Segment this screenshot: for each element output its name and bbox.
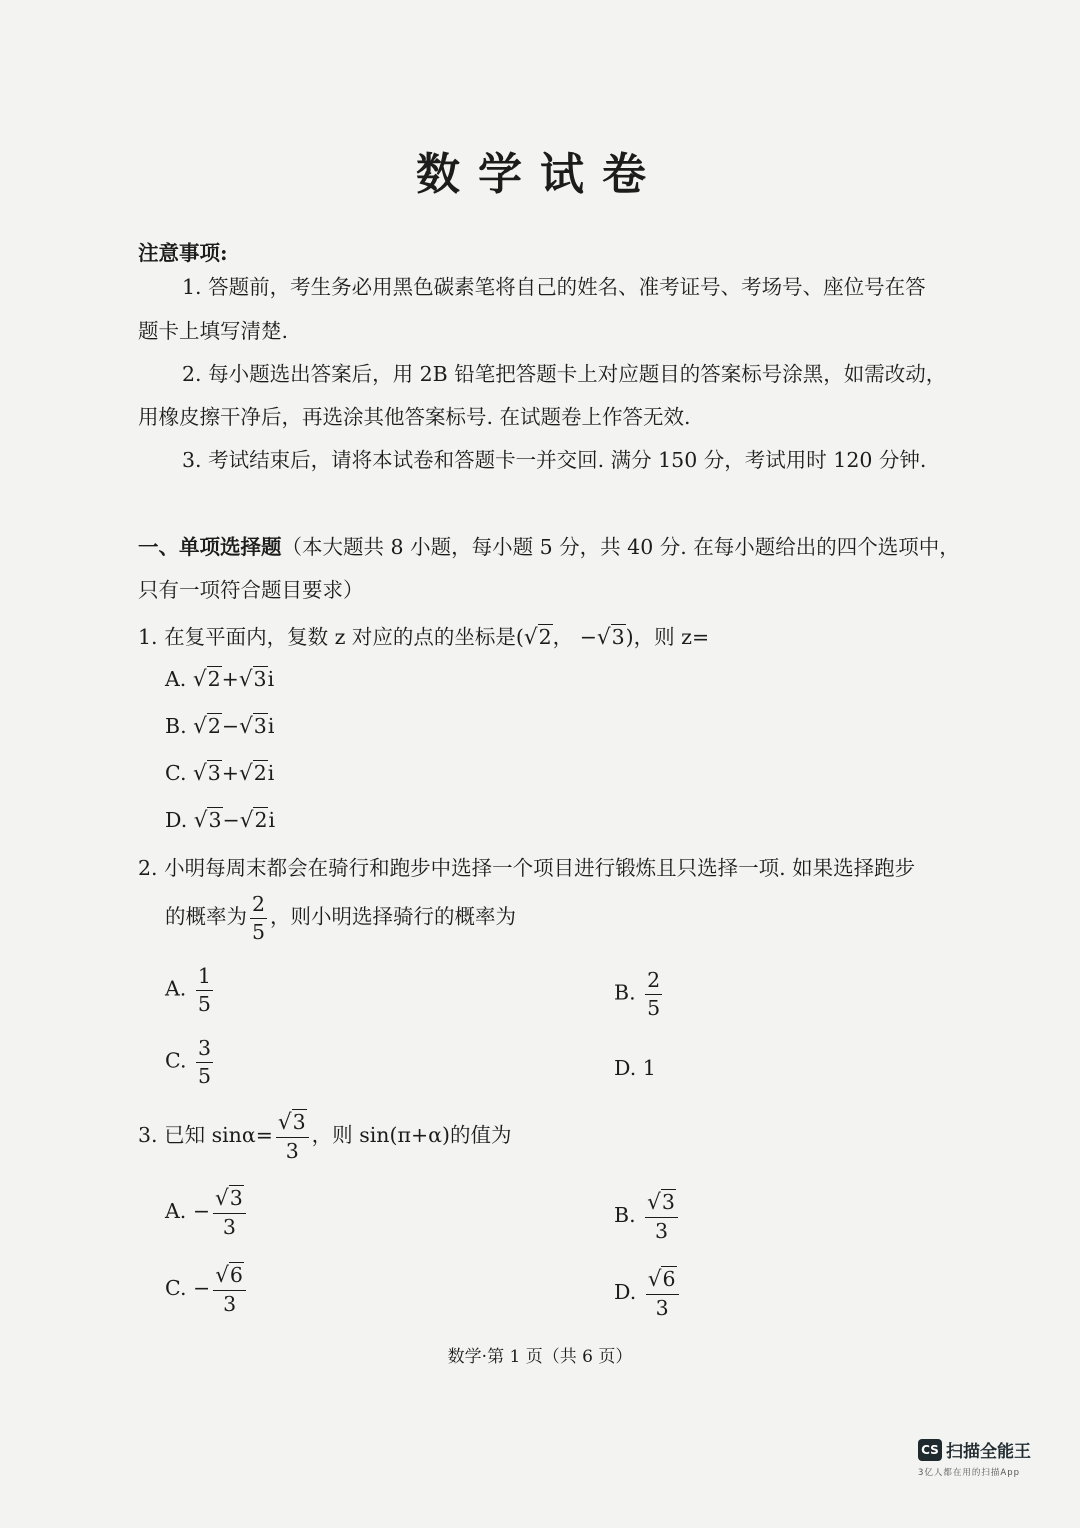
- q3-option-c: C. − $\frac{√6}{3}$: [165, 1265, 249, 1314]
- note-3: 3. 考试结束后，请将本试卷和答题卡一并交回. 满分 150 分，考试用时 120 分钟.: [182, 448, 927, 472]
- q1-option-a: A. √2+√3i: [165, 667, 275, 692]
- q2-line-2: 的概率为 $\frac{2}{5}$ ，则小明选择骑行的概率为: [165, 892, 517, 944]
- note-1-line-2: 题卡上填写清楚.: [138, 319, 289, 343]
- q2-option-b: B. $\frac{2}{5}$: [614, 968, 661, 1020]
- watermark-name: 扫描全能王: [946, 1442, 1031, 1462]
- section-1-desc-2: 只有一项符合题目要求）: [138, 578, 364, 602]
- sqrt-3: √3: [596, 625, 625, 650]
- page-footer: 数学·第 1 页（共 6 页）: [447, 1347, 633, 1367]
- page-title: 数学试卷: [416, 149, 664, 200]
- q2-line-1: 2. 小明每周末都会在骑行和跑步中选择一个项目进行锻炼且只选择一项. 如果选择跑步: [138, 856, 916, 880]
- fraction: $\frac{2}{5}$: [252, 892, 266, 944]
- q3-option-d: D. $\frac{√6}{3}$: [614, 1269, 682, 1318]
- scanner-watermark: [918, 1437, 1031, 1478]
- section-1-desc-1: （本大题共 8 小题，每小题 5 分，共 40 分. 在每小题给出的四个选项中，: [281, 535, 960, 559]
- section-1-heading: 一、单项选择题: [138, 535, 282, 559]
- q1-option-b: B. √2−√3i: [165, 714, 275, 739]
- q3-option-a: A. − $\frac{√3}{3}$: [165, 1188, 249, 1237]
- q1-post: )，则 z=: [625, 625, 710, 649]
- q3-option-b: B. $\frac{√3}{3}$: [614, 1192, 681, 1241]
- note-1-line-1: 1. 答题前，考生务必用黑色碳素笔将自己的姓名、准考证号、考场号、座位号在答: [182, 275, 926, 299]
- notes-heading: 注意事项:: [138, 241, 228, 265]
- sqrt-2: √2: [523, 625, 552, 650]
- q2-option-a: A. $\frac{1}{5}$: [165, 964, 211, 1016]
- q2-option-d: D. 1: [614, 1056, 656, 1080]
- question-1: [138, 620, 709, 650]
- q1-sep: ， −: [552, 625, 597, 649]
- q2-option-c: C. $\frac{3}{5}$: [165, 1036, 212, 1088]
- watermark-tagline: 3亿人都在用的扫描App: [918, 1468, 1021, 1478]
- note-2-line-2: 用橡皮擦干净后，再选涂其他答案标号. 在试题卷上作答无效.: [138, 405, 691, 429]
- q1-pre: 1. 在复平面内，复数 z 对应的点的坐标是(: [138, 625, 524, 649]
- note-2-line-1: 2. 每小题选出答案后，用 2B 铅笔把答题卡上对应题目的答案标号涂黑，如需改动，: [182, 362, 947, 386]
- question-3: 3. 已知 sinα= $\frac{√3}{3}$ ，则 sin(π+α)的值为: [138, 1110, 512, 1163]
- section-1-intro: [138, 530, 960, 560]
- q1-option-d: D. √3−√2i: [165, 808, 276, 833]
- cs-logo-icon: CS: [918, 1439, 942, 1461]
- q1-option-c: C. √3+√2i: [165, 761, 275, 786]
